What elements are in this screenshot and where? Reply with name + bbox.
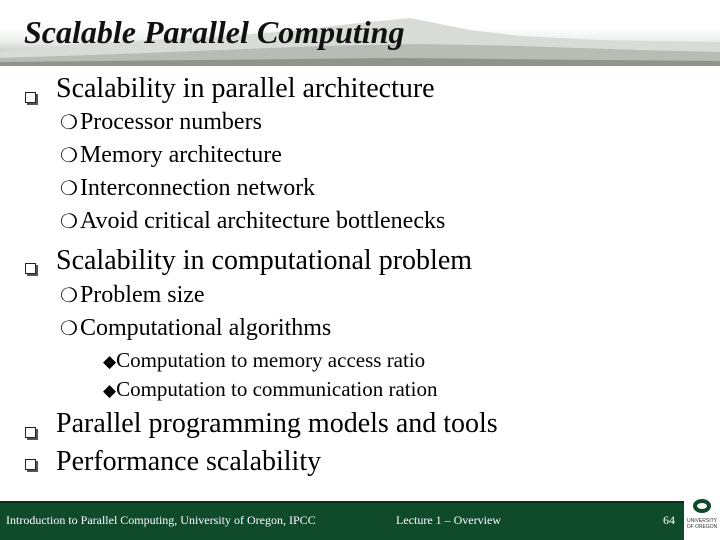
subsub-bullet: ◆Computation to memory access ratio [103,348,426,372]
sub-bullet: ❍Memory architecture [60,142,282,168]
oregon-o-logo [684,496,720,540]
footer-bar [0,501,720,540]
page-number: 64 [663,513,675,527]
checkbox-bullet-icon [25,459,36,470]
checkbox-bullet-icon [25,92,36,103]
logo-text: UNIVERSITY OF OREGON [686,518,718,530]
sub-bullet: ❍Computational algorithms [60,315,332,341]
footer-lecture: Lecture 1 – Overview [396,513,501,527]
sub-bullet: ❍Interconnection network [60,175,316,201]
circle-bullet-icon: ❍ [60,112,78,134]
sub-bullet: ❍Processor numbers [60,109,262,135]
circle-bullet-icon: ❍ [60,285,78,307]
circle-bullet-icon: ❍ [60,211,78,233]
subsub-bullet: ◆Computation to communication ration [103,377,438,401]
circle-bullet-icon: ❍ [60,178,78,200]
slide-title: Scalable Parallel Computing [24,14,405,50]
sub-bullet: ❍Problem size [60,282,205,308]
circle-bullet-icon: ❍ [60,318,78,340]
footer-divider [0,501,720,503]
bullet-2: Scalability in computational problem [56,245,473,276]
bullet-4: Performance scalability [56,446,322,477]
sub-bullet: ❍Avoid critical architecture bottlenecks [60,208,446,234]
bullet-3: Parallel programming models and tools [56,408,498,439]
diamond-bullet-icon: ◆ [103,352,117,371]
bullet-1: Scalability in parallel architecture [56,73,435,104]
circle-bullet-icon: ❍ [60,145,78,167]
header-banner [0,0,720,66]
diamond-bullet-icon: ◆ [103,381,117,400]
checkbox-bullet-icon [25,427,36,438]
oregon-o-icon [693,499,711,513]
footer-course-info: Introduction to Parallel Computing, University of Oregon, IPCC [6,513,316,527]
checkbox-bullet-icon [25,263,36,274]
